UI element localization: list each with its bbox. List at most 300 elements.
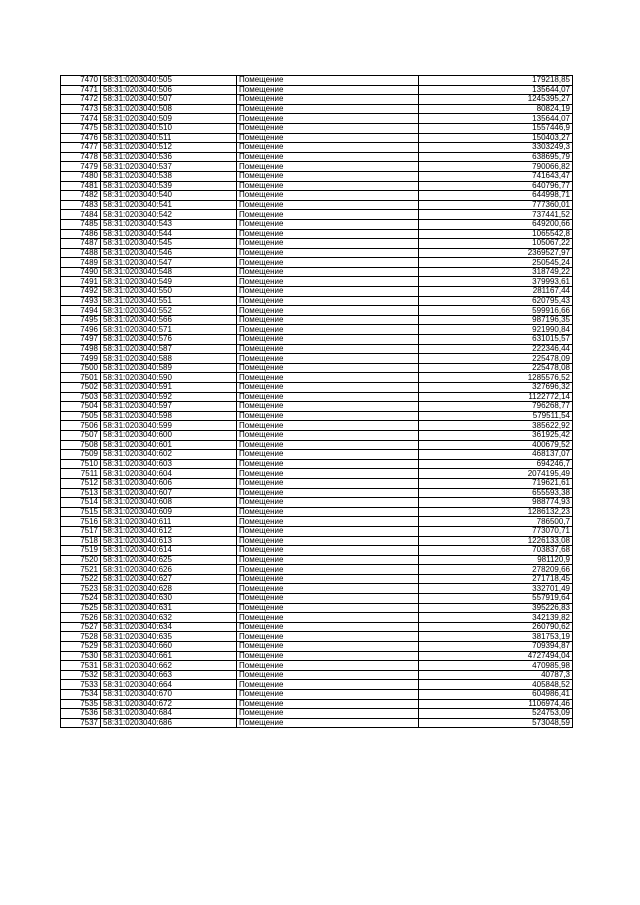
object-type-cell: Помещение: [237, 670, 419, 680]
object-type-cell: Помещение: [237, 632, 419, 642]
table-row: [61, 440, 573, 450]
cadastral-value-cell: 150403,27: [419, 133, 573, 143]
table-body: [61, 76, 573, 728]
object-type-cell: Помещение: [237, 229, 419, 239]
object-type-cell: Помещение: [237, 277, 419, 287]
cadastral-number-cell: 58:31:0203040:510: [101, 123, 237, 133]
object-type-cell: Помещение: [237, 210, 419, 220]
cadastral-value-cell: 1245395,27: [419, 95, 573, 105]
table-row: [61, 267, 573, 277]
cadastral-number-cell: 58:31:0203040:542: [101, 210, 237, 220]
cadastral-value-cell: 773070,71: [419, 526, 573, 536]
row-number-cell: 7480: [61, 171, 101, 181]
object-type-cell: Помещение: [237, 536, 419, 546]
cadastral-number-cell: 58:31:0203040:512: [101, 143, 237, 153]
cadastral-number-cell: 58:31:0203040:661: [101, 651, 237, 661]
row-number-cell: 7530: [61, 651, 101, 661]
row-number-cell: 7533: [61, 680, 101, 690]
table-row: [61, 392, 573, 402]
table-row: [61, 459, 573, 469]
cadastral-number-cell: 58:31:0203040:548: [101, 267, 237, 277]
cadastral-number-cell: 58:31:0203040:576: [101, 335, 237, 345]
row-number-cell: 7535: [61, 699, 101, 709]
object-type-cell: Помещение: [237, 200, 419, 210]
cadastral-value-cell: 579511,54: [419, 411, 573, 421]
cadastral-number-cell: 58:31:0203040:684: [101, 709, 237, 719]
cadastral-value-cell: 604986,41: [419, 690, 573, 700]
cadastral-number-cell: 58:31:0203040:587: [101, 344, 237, 354]
cadastral-number-cell: 58:31:0203040:588: [101, 354, 237, 364]
cadastral-value-cell: 470985,98: [419, 661, 573, 671]
row-number-cell: 7532: [61, 670, 101, 680]
cadastral-number-cell: 58:31:0203040:511: [101, 133, 237, 143]
cadastral-number-cell: 58:31:0203040:628: [101, 584, 237, 594]
table-row: [61, 258, 573, 268]
row-number-cell: 7499: [61, 354, 101, 364]
cadastral-value-cell: 777360,01: [419, 200, 573, 210]
cadastral-value-cell: 405848,52: [419, 680, 573, 690]
table-row: [61, 622, 573, 632]
table-row: [61, 603, 573, 613]
object-type-cell: Помещение: [237, 555, 419, 565]
table-row: [61, 517, 573, 527]
table-row: [61, 306, 573, 316]
cadastral-value-cell: 649200,66: [419, 219, 573, 229]
row-number-cell: 7526: [61, 613, 101, 623]
row-number-cell: 7494: [61, 306, 101, 316]
cadastral-number-cell: 58:31:0203040:543: [101, 219, 237, 229]
table-row: [61, 383, 573, 393]
cadastral-number-cell: 58:31:0203040:631: [101, 603, 237, 613]
cadastral-value-cell: 318749,22: [419, 267, 573, 277]
object-type-cell: Помещение: [237, 450, 419, 460]
table-row: [61, 123, 573, 133]
object-type-cell: Помещение: [237, 239, 419, 249]
row-number-cell: 7470: [61, 76, 101, 86]
row-number-cell: 7495: [61, 315, 101, 325]
cadastral-number-cell: 58:31:0203040:546: [101, 248, 237, 258]
cadastral-value-cell: 981120,9: [419, 555, 573, 565]
row-number-cell: 7498: [61, 344, 101, 354]
row-number-cell: 7512: [61, 478, 101, 488]
cadastral-value-cell: 620795,43: [419, 296, 573, 306]
object-type-cell: Помещение: [237, 498, 419, 508]
row-number-cell: 7501: [61, 373, 101, 383]
cadastral-value-cell: 921990,84: [419, 325, 573, 335]
row-number-cell: 7489: [61, 258, 101, 268]
object-type-cell: Помещение: [237, 363, 419, 373]
table-row: [61, 402, 573, 412]
cadastral-value-cell: 737441,52: [419, 210, 573, 220]
cadastral-number-cell: 58:31:0203040:589: [101, 363, 237, 373]
cadastral-number-cell: 58:31:0203040:604: [101, 469, 237, 479]
cadastral-number-cell: 58:31:0203040:607: [101, 488, 237, 498]
table-row: [61, 574, 573, 584]
object-type-cell: Помещение: [237, 344, 419, 354]
cadastral-number-cell: 58:31:0203040:571: [101, 325, 237, 335]
cadastral-value-cell: 135644,07: [419, 85, 573, 95]
table-row: [61, 354, 573, 364]
row-number-cell: 7485: [61, 219, 101, 229]
cadastral-value-cell: 135644,07: [419, 114, 573, 124]
row-number-cell: 7515: [61, 507, 101, 517]
cadastral-number-cell: 58:31:0203040:627: [101, 574, 237, 584]
cadastral-value-cell: 271718,45: [419, 574, 573, 584]
cadastral-number-cell: 58:31:0203040:541: [101, 200, 237, 210]
row-number-cell: 7510: [61, 459, 101, 469]
cadastral-value-cell: 342139,82: [419, 613, 573, 623]
table-row: [61, 642, 573, 652]
row-number-cell: 7528: [61, 632, 101, 642]
object-type-cell: Помещение: [237, 690, 419, 700]
cadastral-value-cell: 790066,82: [419, 162, 573, 172]
table-row: [61, 680, 573, 690]
table-row: [61, 114, 573, 124]
object-type-cell: Помещение: [237, 392, 419, 402]
cadastral-value-cell: 694246,7: [419, 459, 573, 469]
object-type-cell: Помещение: [237, 546, 419, 556]
object-type-cell: Помещение: [237, 373, 419, 383]
table-row: [61, 632, 573, 642]
object-type-cell: Помещение: [237, 306, 419, 316]
cadastral-value-cell: 381753,19: [419, 632, 573, 642]
table-row: [61, 133, 573, 143]
cadastral-number-cell: 58:31:0203040:509: [101, 114, 237, 124]
row-number-cell: 7502: [61, 383, 101, 393]
cadastral-number-cell: 58:31:0203040:630: [101, 594, 237, 604]
cadastral-value-cell: 379993,61: [419, 277, 573, 287]
row-number-cell: 7517: [61, 526, 101, 536]
table-row: [61, 546, 573, 556]
cadastral-value-cell: 105067,22: [419, 239, 573, 249]
cadastral-value-cell: 1226133,08: [419, 536, 573, 546]
table-row: [61, 699, 573, 709]
row-number-cell: 7514: [61, 498, 101, 508]
cadastral-value-cell: 250545,24: [419, 258, 573, 268]
table-row: [61, 536, 573, 546]
cadastral-number-cell: 58:31:0203040:612: [101, 526, 237, 536]
row-number-cell: 7516: [61, 517, 101, 527]
cadastral-value-cell: 225478,08: [419, 363, 573, 373]
row-number-cell: 7500: [61, 363, 101, 373]
cadastral-value-cell: 524753,09: [419, 709, 573, 719]
table-row: [61, 219, 573, 229]
cadastral-number-cell: 58:31:0203040:545: [101, 239, 237, 249]
cadastral-value-cell: 719621,61: [419, 478, 573, 488]
cadastral-value-cell: 468137,07: [419, 450, 573, 460]
cadastral-number-cell: 58:31:0203040:663: [101, 670, 237, 680]
row-number-cell: 7472: [61, 95, 101, 105]
object-type-cell: Помещение: [237, 287, 419, 297]
object-type-cell: Помещение: [237, 517, 419, 527]
row-number-cell: 7478: [61, 152, 101, 162]
object-type-cell: Помещение: [237, 430, 419, 440]
table-row: [61, 248, 573, 258]
table-row: [61, 191, 573, 201]
cadastral-value-cell: 988774,93: [419, 498, 573, 508]
table-row: [61, 670, 573, 680]
cadastral-number-cell: 58:31:0203040:632: [101, 613, 237, 623]
cadastral-number-cell: 58:31:0203040:608: [101, 498, 237, 508]
table-row: [61, 200, 573, 210]
cadastral-value-cell: 573048,59: [419, 718, 573, 728]
object-type-cell: Помещение: [237, 267, 419, 277]
cadastral-value-cell: 1286132,23: [419, 507, 573, 517]
object-type-cell: Помещение: [237, 152, 419, 162]
object-type-cell: Помещение: [237, 526, 419, 536]
cadastral-value-cell: 222346,44: [419, 344, 573, 354]
object-type-cell: Помещение: [237, 565, 419, 575]
cadastral-number-cell: 58:31:0203040:670: [101, 690, 237, 700]
table-row: [61, 709, 573, 719]
object-type-cell: Помещение: [237, 219, 419, 229]
object-type-cell: Помещение: [237, 315, 419, 325]
row-number-cell: 7519: [61, 546, 101, 556]
cadastral-value-cell: 260790,62: [419, 622, 573, 632]
row-number-cell: 7518: [61, 536, 101, 546]
row-number-cell: 7506: [61, 421, 101, 431]
cadastral-number-cell: 58:31:0203040:626: [101, 565, 237, 575]
table-row: [61, 287, 573, 297]
cadastral-number-cell: 58:31:0203040:597: [101, 402, 237, 412]
cadastral-value-cell: 361925,42: [419, 430, 573, 440]
table-row: [61, 661, 573, 671]
cadastral-value-cell: 709394,87: [419, 642, 573, 652]
table-row: [61, 690, 573, 700]
object-type-cell: Помещение: [237, 114, 419, 124]
table-row: [61, 565, 573, 575]
row-number-cell: 7490: [61, 267, 101, 277]
row-number-cell: 7511: [61, 469, 101, 479]
row-number-cell: 7520: [61, 555, 101, 565]
table-row: [61, 76, 573, 86]
row-number-cell: 7484: [61, 210, 101, 220]
cadastral-value-cell: 987196,35: [419, 315, 573, 325]
object-type-cell: Помещение: [237, 603, 419, 613]
cadastral-number-cell: 58:31:0203040:539: [101, 181, 237, 191]
row-number-cell: 7487: [61, 239, 101, 249]
cadastral-value-cell: 385622,92: [419, 421, 573, 431]
object-type-cell: Помещение: [237, 411, 419, 421]
cadastral-value-cell: 741643,47: [419, 171, 573, 181]
table-row: [61, 430, 573, 440]
cadastral-value-cell: 40787,3: [419, 670, 573, 680]
cadastral-value-cell: 557919,64: [419, 594, 573, 604]
row-number-cell: 7525: [61, 603, 101, 613]
row-number-cell: 7479: [61, 162, 101, 172]
cadastral-number-cell: 58:31:0203040:505: [101, 76, 237, 86]
object-type-cell: Помещение: [237, 594, 419, 604]
cadastral-value-cell: 3303249,3: [419, 143, 573, 153]
cadastral-number-cell: 58:31:0203040:660: [101, 642, 237, 652]
object-type-cell: Помещение: [237, 383, 419, 393]
cadastral-value-cell: 4727494,04: [419, 651, 573, 661]
cadastral-value-cell: 1557446,9: [419, 123, 573, 133]
row-number-cell: 7531: [61, 661, 101, 671]
cadastral-value-cell: 644998,71: [419, 191, 573, 201]
row-number-cell: 7486: [61, 229, 101, 239]
cadastral-number-cell: 58:31:0203040:625: [101, 555, 237, 565]
table-row: [61, 488, 573, 498]
cadastral-value-cell: 179218,85: [419, 76, 573, 86]
cadastral-value-cell: 796268,77: [419, 402, 573, 412]
cadastral-value-cell: 395226,83: [419, 603, 573, 613]
table-row: [61, 325, 573, 335]
cadastral-value-cell: 281167,44: [419, 287, 573, 297]
cadastral-number-cell: 58:31:0203040:664: [101, 680, 237, 690]
cadastral-value-cell: 1106974,46: [419, 699, 573, 709]
cadastral-number-cell: 58:31:0203040:602: [101, 450, 237, 460]
object-type-cell: Помещение: [237, 642, 419, 652]
row-number-cell: 7475: [61, 123, 101, 133]
object-type-cell: Помещение: [237, 76, 419, 86]
table-row: [61, 344, 573, 354]
cadastral-value-cell: 225478,09: [419, 354, 573, 364]
table-row: [61, 277, 573, 287]
object-type-cell: Помещение: [237, 622, 419, 632]
object-type-cell: Помещение: [237, 85, 419, 95]
row-number-cell: 7483: [61, 200, 101, 210]
cadastral-number-cell: 58:31:0203040:609: [101, 507, 237, 517]
cadastral-value-cell: 1065542,8: [419, 229, 573, 239]
cadastral-number-cell: 58:31:0203040:566: [101, 315, 237, 325]
object-type-cell: Помещение: [237, 699, 419, 709]
object-type-cell: Помещение: [237, 191, 419, 201]
cadastral-number-cell: 58:31:0203040:591: [101, 383, 237, 393]
property-table: [60, 75, 573, 728]
row-number-cell: 7513: [61, 488, 101, 498]
object-type-cell: Помещение: [237, 354, 419, 364]
object-type-cell: Помещение: [237, 488, 419, 498]
object-type-cell: Помещение: [237, 181, 419, 191]
cadastral-value-cell: 278209,66: [419, 565, 573, 575]
object-type-cell: Помещение: [237, 507, 419, 517]
cadastral-number-cell: 58:31:0203040:601: [101, 440, 237, 450]
object-type-cell: Помещение: [237, 95, 419, 105]
row-number-cell: 7482: [61, 191, 101, 201]
row-number-cell: 7524: [61, 594, 101, 604]
table-row: [61, 526, 573, 536]
row-number-cell: 7476: [61, 133, 101, 143]
cadastral-number-cell: 58:31:0203040:613: [101, 536, 237, 546]
cadastral-number-cell: 58:31:0203040:611: [101, 517, 237, 527]
cadastral-number-cell: 58:31:0203040:540: [101, 191, 237, 201]
cadastral-value-cell: 2074195,49: [419, 469, 573, 479]
cadastral-number-cell: 58:31:0203040:634: [101, 622, 237, 632]
object-type-cell: Помещение: [237, 613, 419, 623]
table-row: [61, 718, 573, 728]
object-type-cell: Помещение: [237, 421, 419, 431]
table-row: [61, 411, 573, 421]
cadastral-value-cell: 332701,49: [419, 584, 573, 594]
cadastral-number-cell: 58:31:0203040:590: [101, 373, 237, 383]
table-row: [61, 143, 573, 153]
object-type-cell: Помещение: [237, 248, 419, 258]
cadastral-value-cell: 655593,38: [419, 488, 573, 498]
table-row: [61, 478, 573, 488]
cadastral-number-cell: 58:31:0203040:537: [101, 162, 237, 172]
row-number-cell: 7503: [61, 392, 101, 402]
cadastral-number-cell: 58:31:0203040:614: [101, 546, 237, 556]
object-type-cell: Помещение: [237, 123, 419, 133]
object-type-cell: Помещение: [237, 709, 419, 719]
row-number-cell: 7471: [61, 85, 101, 95]
row-number-cell: 7473: [61, 104, 101, 114]
table-row: [61, 421, 573, 431]
object-type-cell: Помещение: [237, 459, 419, 469]
table-row: [61, 498, 573, 508]
cadastral-value-cell: 327696,32: [419, 383, 573, 393]
table-row: [61, 181, 573, 191]
object-type-cell: Помещение: [237, 171, 419, 181]
cadastral-number-cell: 58:31:0203040:672: [101, 699, 237, 709]
cadastral-value-cell: 1122772,14: [419, 392, 573, 402]
cadastral-number-cell: 58:31:0203040:508: [101, 104, 237, 114]
object-type-cell: Помещение: [237, 440, 419, 450]
row-number-cell: 7507: [61, 430, 101, 440]
object-type-cell: Помещение: [237, 133, 419, 143]
table-row: [61, 315, 573, 325]
row-number-cell: 7508: [61, 440, 101, 450]
object-type-cell: Помещение: [237, 335, 419, 345]
cadastral-number-cell: 58:31:0203040:599: [101, 421, 237, 431]
table-row: [61, 95, 573, 105]
row-number-cell: 7491: [61, 277, 101, 287]
table-row: [61, 651, 573, 661]
table-row: [61, 507, 573, 517]
row-number-cell: 7505: [61, 411, 101, 421]
object-type-cell: Помещение: [237, 718, 419, 728]
row-number-cell: 7523: [61, 584, 101, 594]
cadastral-value-cell: 400679,52: [419, 440, 573, 450]
cadastral-value-cell: 638695,79: [419, 152, 573, 162]
cadastral-number-cell: 58:31:0203040:551: [101, 296, 237, 306]
object-type-cell: Помещение: [237, 143, 419, 153]
row-number-cell: 7493: [61, 296, 101, 306]
row-number-cell: 7496: [61, 325, 101, 335]
row-number-cell: 7522: [61, 574, 101, 584]
row-number-cell: 7509: [61, 450, 101, 460]
cadastral-number-cell: 58:31:0203040:635: [101, 632, 237, 642]
row-number-cell: 7521: [61, 565, 101, 575]
cadastral-number-cell: 58:31:0203040:592: [101, 392, 237, 402]
table-row: [61, 613, 573, 623]
cadastral-value-cell: 640796,77: [419, 181, 573, 191]
cadastral-value-cell: 1285576,52: [419, 373, 573, 383]
row-number-cell: 7537: [61, 718, 101, 728]
table-row: [61, 296, 573, 306]
object-type-cell: Помещение: [237, 661, 419, 671]
table-row: [61, 239, 573, 249]
table-row: [61, 171, 573, 181]
row-number-cell: 7492: [61, 287, 101, 297]
cadastral-number-cell: 58:31:0203040:547: [101, 258, 237, 268]
row-number-cell: 7481: [61, 181, 101, 191]
table-row: [61, 363, 573, 373]
cadastral-number-cell: 58:31:0203040:600: [101, 430, 237, 440]
table-row: [61, 335, 573, 345]
object-type-cell: Помещение: [237, 402, 419, 412]
object-type-cell: Помещение: [237, 162, 419, 172]
table-row: [61, 584, 573, 594]
row-number-cell: 7477: [61, 143, 101, 153]
cadastral-number-cell: 58:31:0203040:686: [101, 718, 237, 728]
cadastral-number-cell: 58:31:0203040:549: [101, 277, 237, 287]
object-type-cell: Помещение: [237, 584, 419, 594]
cadastral-number-cell: 58:31:0203040:544: [101, 229, 237, 239]
row-number-cell: 7474: [61, 114, 101, 124]
table-row: [61, 373, 573, 383]
